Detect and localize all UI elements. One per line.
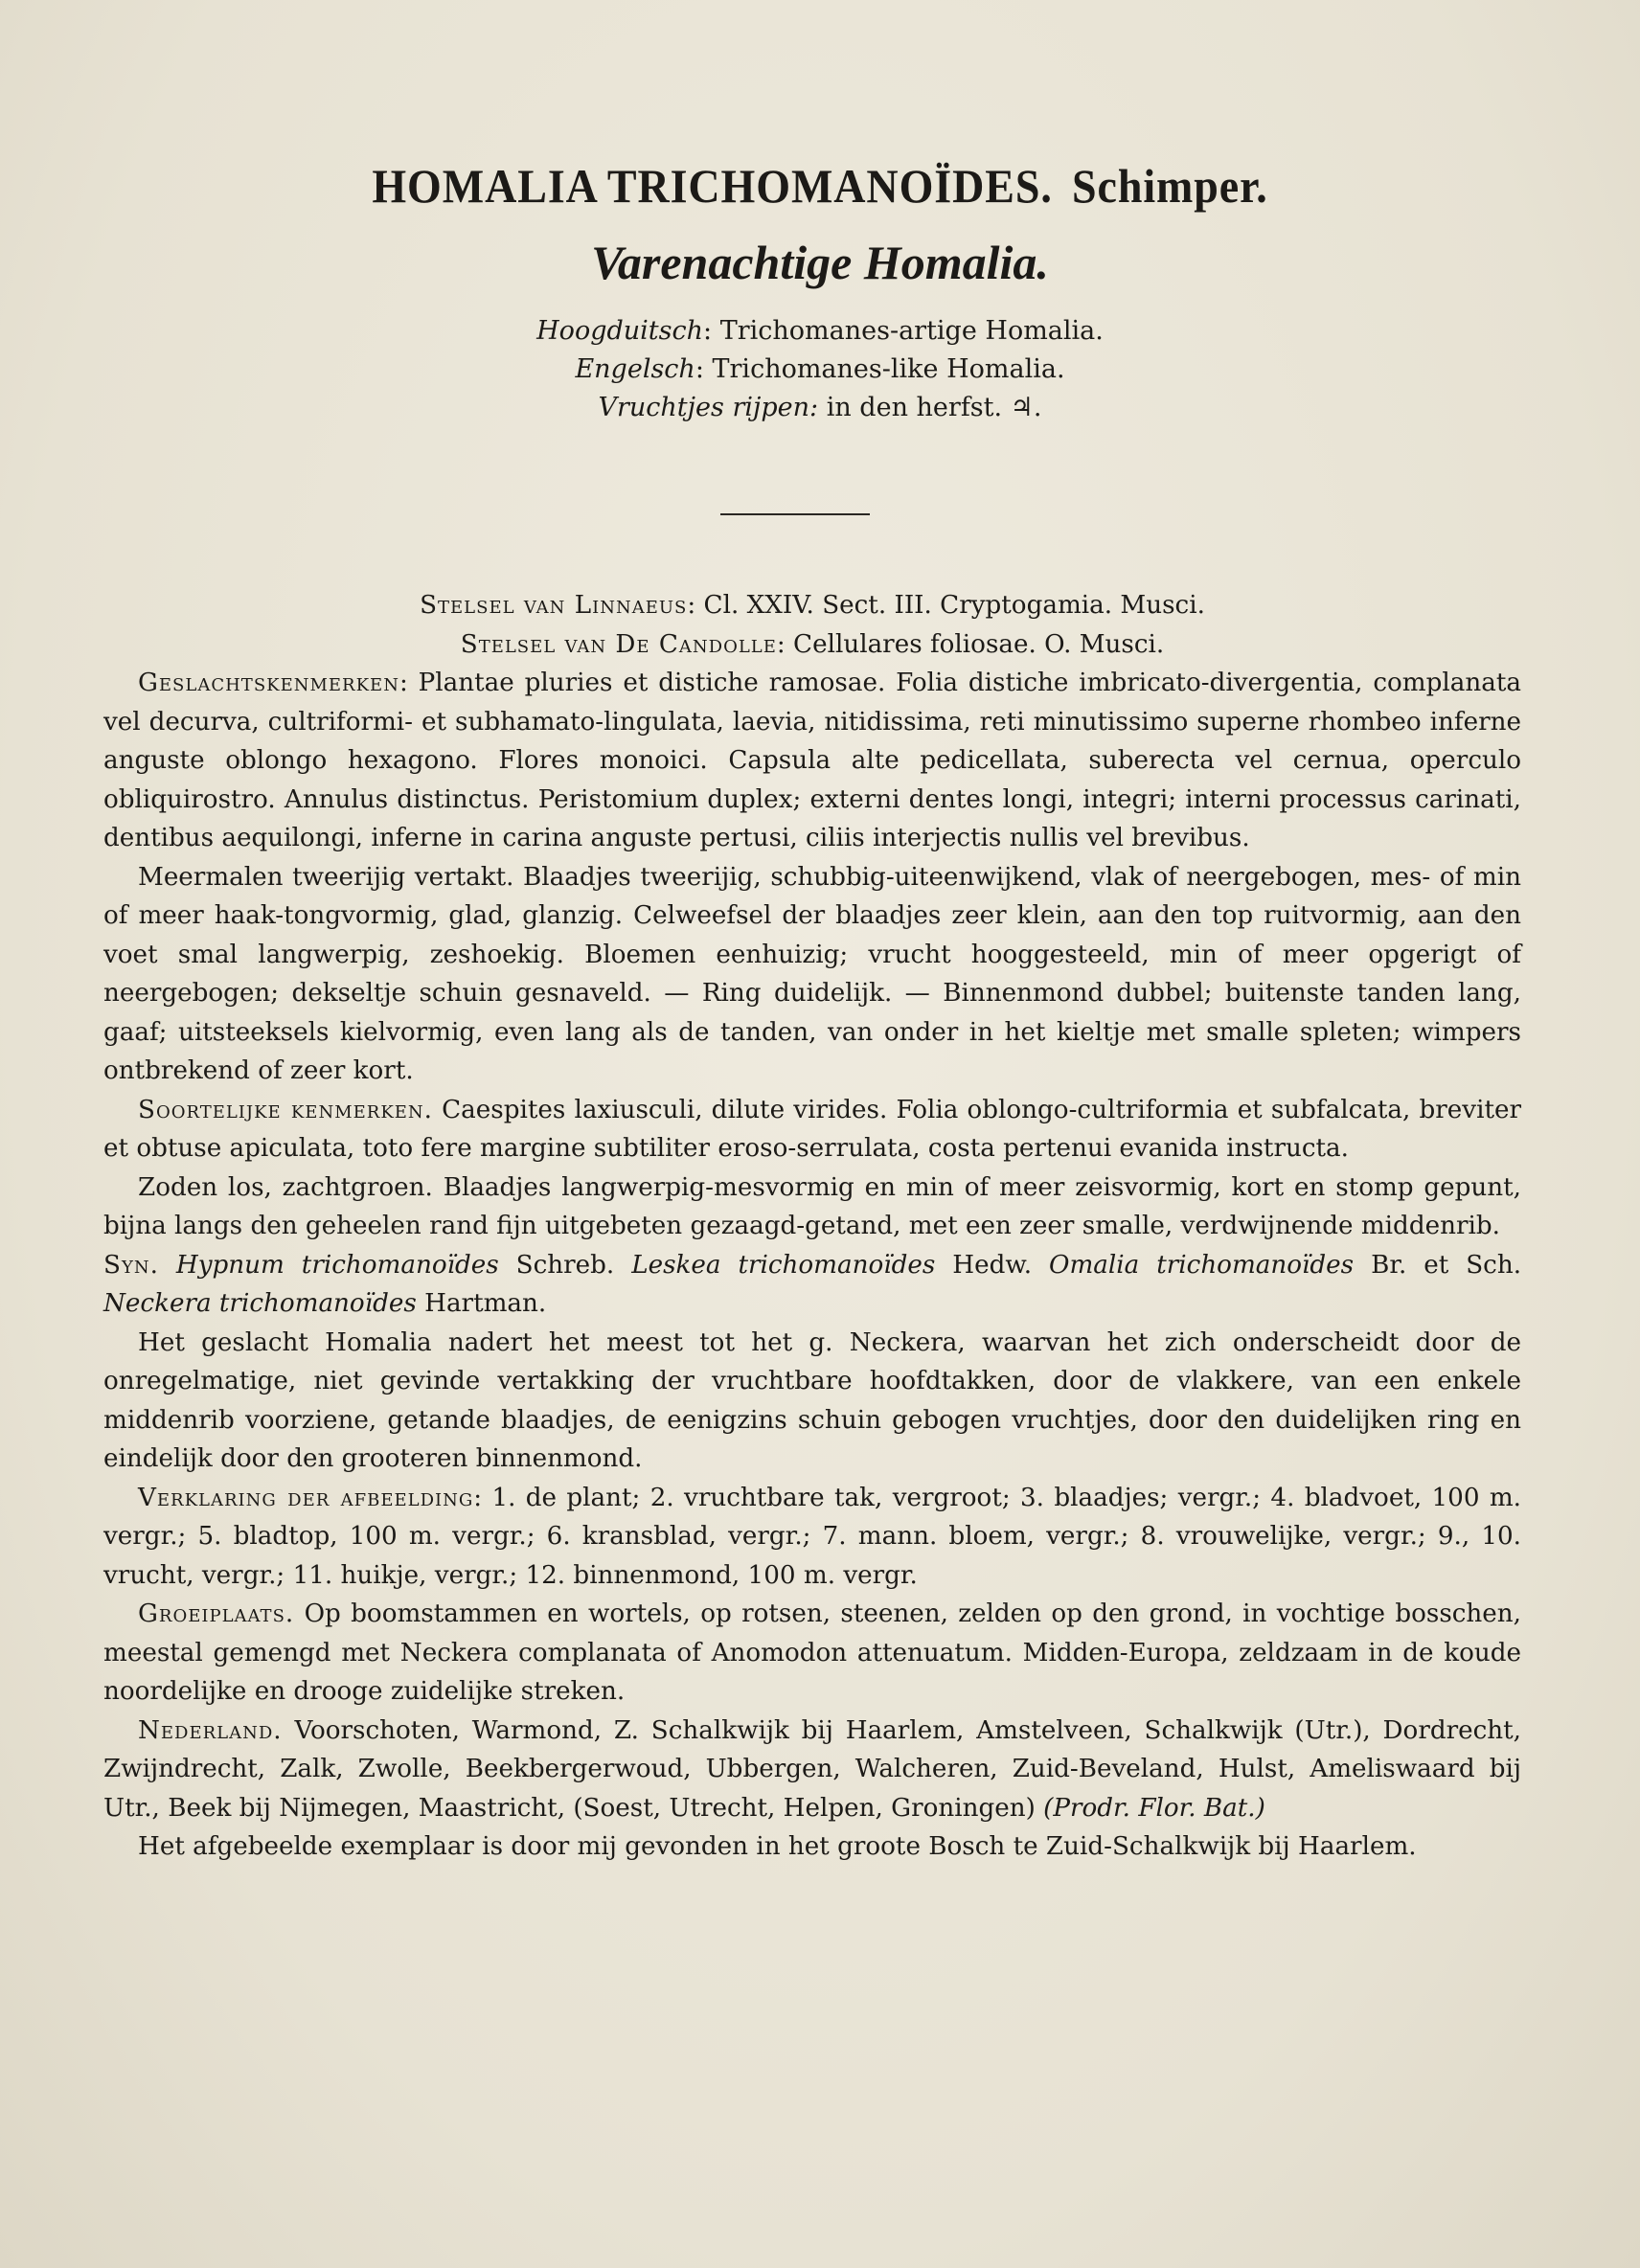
specimen-note: Het afgebeelde exemplaar is door mij gevonden in het groote Bosch te Zuid-Schalkwijk bij Haarlem.: [138, 1832, 1417, 1861]
species-name: HOMALIA TRICHOMANOÏDES.: [372, 159, 1053, 213]
linnaeus-system: Stelsel van Linnaeus: Cl. XXIV. Sect. III. Cryptogamia. Musci.: [420, 591, 1205, 620]
german-label: Hoogduitsch: [536, 316, 704, 346]
netherlands-reference: (Prodr. Flor. Bat.): [1043, 1793, 1265, 1823]
dutch-name: Varenachtige Homalia.: [591, 236, 1049, 289]
synonym-3-author: Br. et Sch.: [1371, 1250, 1522, 1280]
linnaeus-label: Stelsel van Linnaeus: [420, 591, 688, 620]
ripening-text: in den herfst. ♃.: [826, 393, 1042, 422]
english-name: Trichomanes-like Homalia.: [712, 354, 1065, 384]
section-divider: [720, 513, 870, 515]
habitat-text: Op boomstammen en wortels, op rotsen, steenen, zelden op den grond, in vochtige bosschen, meestal gemengd met Neckera complanata of Anomodon attenuatum. Midden-Europa, zeldzaam in de koude noordelijke en drooge zuidelijke streken.: [103, 1599, 1521, 1706]
ripening-label: Vruchtjes rijpen:: [598, 393, 819, 422]
candolle-text: Cellulares foliosae. O. Musci.: [793, 629, 1165, 659]
synonym-4-author: Hartman.: [424, 1289, 547, 1318]
species-characters-dutch: Zoden los, zachtgroen. Blaadjes langwerpig-mesvormig en min of meer zeisvormig, kort en stomp gepunt, bijna langs den geheelen rand fijn uitgebeten gezaagd-getand, met een zeer smalle, verdwijnende middenrib.: [103, 1172, 1521, 1240]
synonym-2: Leskea trichomanoïdes: [631, 1250, 936, 1280]
candolle-label: Stelsel van De Candolle: [460, 629, 777, 659]
candolle-system: Stelsel van De Candolle: Cellulares foliosae. O. Musci.: [460, 629, 1165, 659]
english-label: Engelsch: [575, 354, 695, 384]
species-label: Soortelijke kenmerken.: [138, 1095, 433, 1124]
figure-explanation: Verklaring der afbeelding: 1. de plant; 2. vruchtbare tak, vergroot; 3. blaadjes; vergr.; 4. bladvoet, 100 m. vergr.; 5. bladtop, 100 m. vergr.; 6. kransblad, vergr.; 7. mann. bloem, vergr.; 8. vrouwelijke, vergr.; 9., 10. vrucht, vergr.; 11. huikje, vergr.; 12. binnenmond, 100 m. vergr.: [103, 1483, 1522, 1590]
genus-latin-text: Plantae pluries et distiche ramosae. Folia distiche imbricato-divergentia, complanata vel decurva, cultriformi- et subhamato-lingulata, laevia, nitidissima, reti minutissimo superne rhombeo inferne anguste oblongo hexagono. Flores monoici. Capsula alte pedicellata, suberecta vel cernua, operculo obliquirostro. Annulus distinctus. Peristomium duplex; externi dentes longi, integri; interni processus carinati, dentibus aequilongi, inferne in carina anguste pertusi, ciliis interjectis nullis vel brevibus.: [103, 669, 1521, 852]
synonyms: [103, 1246, 1521, 1324]
explanation-text: 1. de plant; 2. vruchtbare tak, vergroot; 3. blaadjes; vergr.; 4. bladvoet, 100 m. vergr.; 5. bladtop, 100 m. vergr.; 6. kransblad, vergr.; 7. mann. bloem, vergr.; 8. vrouwelijke, vergr.; 9., 10. vrucht, vergr.; 11. huikje, vergr.; 12. binnenmond, 100 m. vergr.: [103, 1483, 1522, 1590]
species-title: [65, 158, 1574, 214]
synonym-3: Omalia trichomanoïdes: [1049, 1250, 1355, 1280]
german-name-row: Hoogduitsch: Trichomanes-artige Homalia.: [536, 316, 1104, 346]
explanation-label: Verklaring der afbeelding: [138, 1483, 474, 1512]
genus-label: Geslachtskenmerken: [138, 669, 399, 697]
german-name: Trichomanes-artige Homalia.: [719, 316, 1104, 346]
synonym-2-author: Hedw.: [952, 1250, 1033, 1280]
synonyms-label: Syn.: [103, 1250, 159, 1280]
netherlands-label: Nederland.: [138, 1715, 283, 1745]
vernacular-names: [0, 312, 1640, 427]
netherlands-localities: [103, 1712, 1521, 1828]
habitat-label: Groeiplaats.: [138, 1599, 295, 1628]
genus-note: Het geslacht Homalia nadert het meest tot het g. Neckera, waarvan het zich onderscheidt door de onregelmatige, niet gevinde vertakking der vruchtbare hoofdtakken, door de vlakkere, van een enkele middenrib voorziene, getande blaadjes, de eenigzins schuin gebogen vruchtjes, door den duidelijken ring en eindelijk door den grooteren binnenmond.: [103, 1327, 1521, 1473]
species-author: Schimper.: [1071, 159, 1268, 213]
species-latin-text: Caespites laxiusculi, dilute virides. Folia oblongo-cultriformia et subfalcata, breviter et obtuse apiculata, toto fere margine subtiliter eroso-serrulata, costa pertenui evanida instructa.: [103, 1095, 1521, 1163]
english-name-row: Engelsch: Trichomanes-like Homalia.: [575, 354, 1065, 384]
description-body: [103, 586, 1521, 1867]
genus-characters-latin: Geslachtskenmerken: Plantae pluries et distiche ramosae. Folia distiche imbricato-divergentia, complanata vel decurva, cultriformi- et subhamato-lingulata, laevia, nitidissima, reti minutissimo superne rhombeo inferne anguste oblongo hexagono. Flores monoici. Capsula alte pedicellata, suberecta vel cernua, operculo obliquirostro. Annulus distinctus. Peristomium duplex; externi dentes longi, integri; interni processus carinati, dentibus aequilongi, inferne in carina anguste pertusi, ciliis interjectis nullis vel brevibus.: [103, 669, 1521, 852]
species-characters-latin: [103, 1091, 1521, 1168]
synonym-1: Hypnum trichomanoïdes: [175, 1250, 499, 1280]
ripening-row: [0, 389, 1640, 427]
genus-characters-dutch: Meermalen tweerijig vertakt. Blaadjes tweerijig, schubbig-uiteenwijkend, vlak of neergebogen, mes- of min of meer haak-tongvormig, glad, glanzig. Celweefsel der blaadjes zeer klein, aan den top ruitvormig, aan den voet smal langwerpig, zeshoekig. Bloemen eenhuizig; vrucht hooggesteeld, min of meer opgerigt of neergebogen; dekseltje schuin gesnaveld. — Ring duidelijk. — Binnenmond dubbel; buitenste tanden lang, gaaf; uitsteeksels kielvormig, even lang als de tanden, van onder in het kieltje met smalle spleten; wimpers ontbrekend of zeer kort.: [103, 862, 1521, 1085]
habitat: [103, 1595, 1521, 1712]
netherlands-text: Voorschoten, Warmond, Z. Schalkwijk bij Haarlem, Amstelveen, Schalkwijk (Utr.), Dordrecht, Zwijndrecht, Zalk, Zwolle, Beekbergerwoud, Ubbergen, Walcheren, Zuid-Beveland, Hulst, Ameliswaard bij Utr., Beek bij Nijmegen, Maastricht, (Soest, Utrecht, Helpen, Groningen): [103, 1715, 1521, 1823]
synonym-4: Neckera trichomanoïdes: [103, 1289, 417, 1318]
linnaeus-text: Cl. XXIV. Sect. III. Cryptogamia. Musci.: [703, 591, 1205, 620]
synonym-1-author: Schreb.: [515, 1250, 615, 1280]
